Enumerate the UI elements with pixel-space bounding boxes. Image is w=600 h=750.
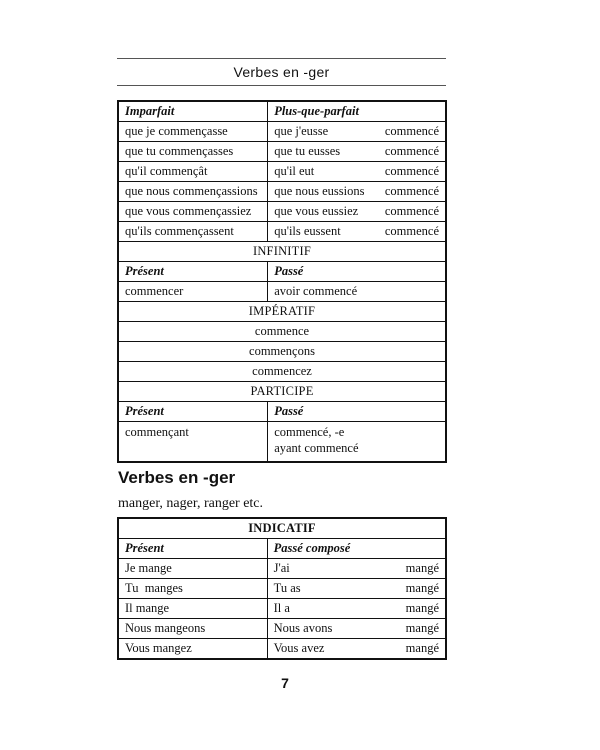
aux-form: J'ai: [273, 561, 290, 575]
infinitif-header-passe: Passé: [268, 262, 446, 282]
aux-form: que vous eussiez: [274, 204, 359, 218]
passe-compose-cell: [267, 639, 446, 660]
imperatif-title: IMPÉRATIF: [118, 302, 446, 322]
plus-que-parfait-cell: [268, 202, 446, 222]
imperatif-row: [118, 362, 446, 382]
imperatif-row: [118, 342, 446, 362]
participe-header-present: Présent: [118, 402, 268, 422]
table-row: [118, 122, 446, 142]
infinitif-present: commencer: [118, 282, 268, 302]
aux-form: que j'eusse: [274, 124, 329, 138]
plus-que-parfait-cell: [268, 142, 446, 162]
aux-form: que tu eusses: [274, 144, 341, 158]
aux-form: Nous avons: [273, 621, 333, 635]
plus-que-parfait-cell: [268, 222, 446, 242]
imperatif-row: [118, 322, 446, 342]
participle-form: commencé: [384, 144, 439, 158]
imparfait-cell: que tu commençasses: [118, 142, 268, 162]
table-row: [118, 599, 446, 619]
passe-compose-cell: [267, 559, 446, 579]
aux-form: Il a: [273, 601, 290, 615]
infinitif-title: INFINITIF: [118, 242, 446, 262]
participe-title-row: [118, 382, 446, 402]
table-row: [118, 162, 446, 182]
table-header-row: [118, 101, 446, 122]
table-row: [118, 222, 446, 242]
imperatif-form: commence: [118, 322, 446, 342]
present-cell: Je mange: [118, 559, 267, 579]
passe-compose-cell: [267, 599, 446, 619]
table-row: [118, 559, 446, 579]
imparfait-cell: qu'il commençât: [118, 162, 268, 182]
top-rule: [117, 58, 446, 59]
section-title: Verbes en -ger: [118, 468, 236, 487]
present-cell: Il mange: [118, 599, 267, 619]
col-header-passe-compose: Passé composé: [267, 539, 446, 559]
present-cell: Vous mangez: [118, 639, 267, 660]
aux-form: qu'il eut: [274, 164, 315, 178]
imperatif-title-row: [118, 302, 446, 322]
indicatif-title: INDICATIF: [118, 518, 446, 539]
infinitif-row: [118, 282, 446, 302]
participe-passe-line: ayant commencé: [274, 441, 359, 455]
page-number: 7: [281, 675, 289, 691]
aux-form: Vous avez: [273, 641, 325, 655]
header-rule: [117, 85, 446, 86]
passe-compose-cell: [267, 619, 446, 639]
participle-form: mangé: [405, 621, 439, 635]
subjonctif-infinitif-participe-table: [117, 100, 447, 463]
imparfait-cell: qu'ils commençassent: [118, 222, 268, 242]
col-header-imparfait: Imparfait: [118, 101, 268, 122]
infinitif-header-present: Présent: [118, 262, 268, 282]
participle-form: commencé: [384, 224, 439, 238]
participle-form: commencé: [384, 204, 439, 218]
participe-passe: [268, 422, 446, 463]
participle-form: commencé: [384, 184, 439, 198]
infinitif-header-row: [118, 262, 446, 282]
participle-form: mangé: [405, 561, 439, 575]
participe-present: commençant: [118, 422, 268, 463]
table-row: [118, 182, 446, 202]
table-header-row: [118, 539, 446, 559]
aux-form: que nous eussions: [274, 184, 365, 198]
present-cell: Nous mangeons: [118, 619, 267, 639]
col-header-plus-que-parfait: Plus-que-parfait: [268, 101, 446, 122]
aux-form: Tu as: [273, 581, 301, 595]
participe-header-row: [118, 402, 446, 422]
table-row: [118, 202, 446, 222]
infinitif-passe: avoir commencé: [268, 282, 446, 302]
imperatif-form: commencez: [118, 362, 446, 382]
indicatif-title-row: [118, 518, 446, 539]
participle-form: commencé: [384, 124, 439, 138]
participe-passe-line: commencé, -e: [274, 425, 345, 439]
participle-form: mangé: [405, 641, 439, 655]
participe-row: [118, 422, 446, 463]
table-row: [118, 142, 446, 162]
plus-que-parfait-cell: [268, 182, 446, 202]
participle-form: mangé: [405, 581, 439, 595]
imparfait-cell: que je commençasse: [118, 122, 268, 142]
plus-que-parfait-cell: [268, 122, 446, 142]
participle-form: commencé: [384, 164, 439, 178]
imperatif-form: commençons: [118, 342, 446, 362]
participe-header-passe: Passé: [268, 402, 446, 422]
running-title: Verbes en -ger: [233, 64, 330, 80]
table-row: [118, 639, 446, 660]
table-row: [118, 619, 446, 639]
aux-form: qu'ils eussent: [274, 224, 341, 238]
imparfait-cell: que nous commençassions: [118, 182, 268, 202]
present-cell: Tu manges: [118, 579, 267, 599]
col-header-present: Présent: [118, 539, 267, 559]
infinitif-title-row: [118, 242, 446, 262]
imparfait-cell: que vous commençassiez: [118, 202, 268, 222]
indicatif-table: [117, 517, 447, 660]
table-row: [118, 579, 446, 599]
passe-compose-cell: [267, 579, 446, 599]
participle-form: mangé: [405, 601, 439, 615]
example-verbs: manger, nager, ranger etc.: [118, 496, 264, 511]
participe-title: PARTICIPE: [118, 382, 446, 402]
plus-que-parfait-cell: [268, 162, 446, 182]
